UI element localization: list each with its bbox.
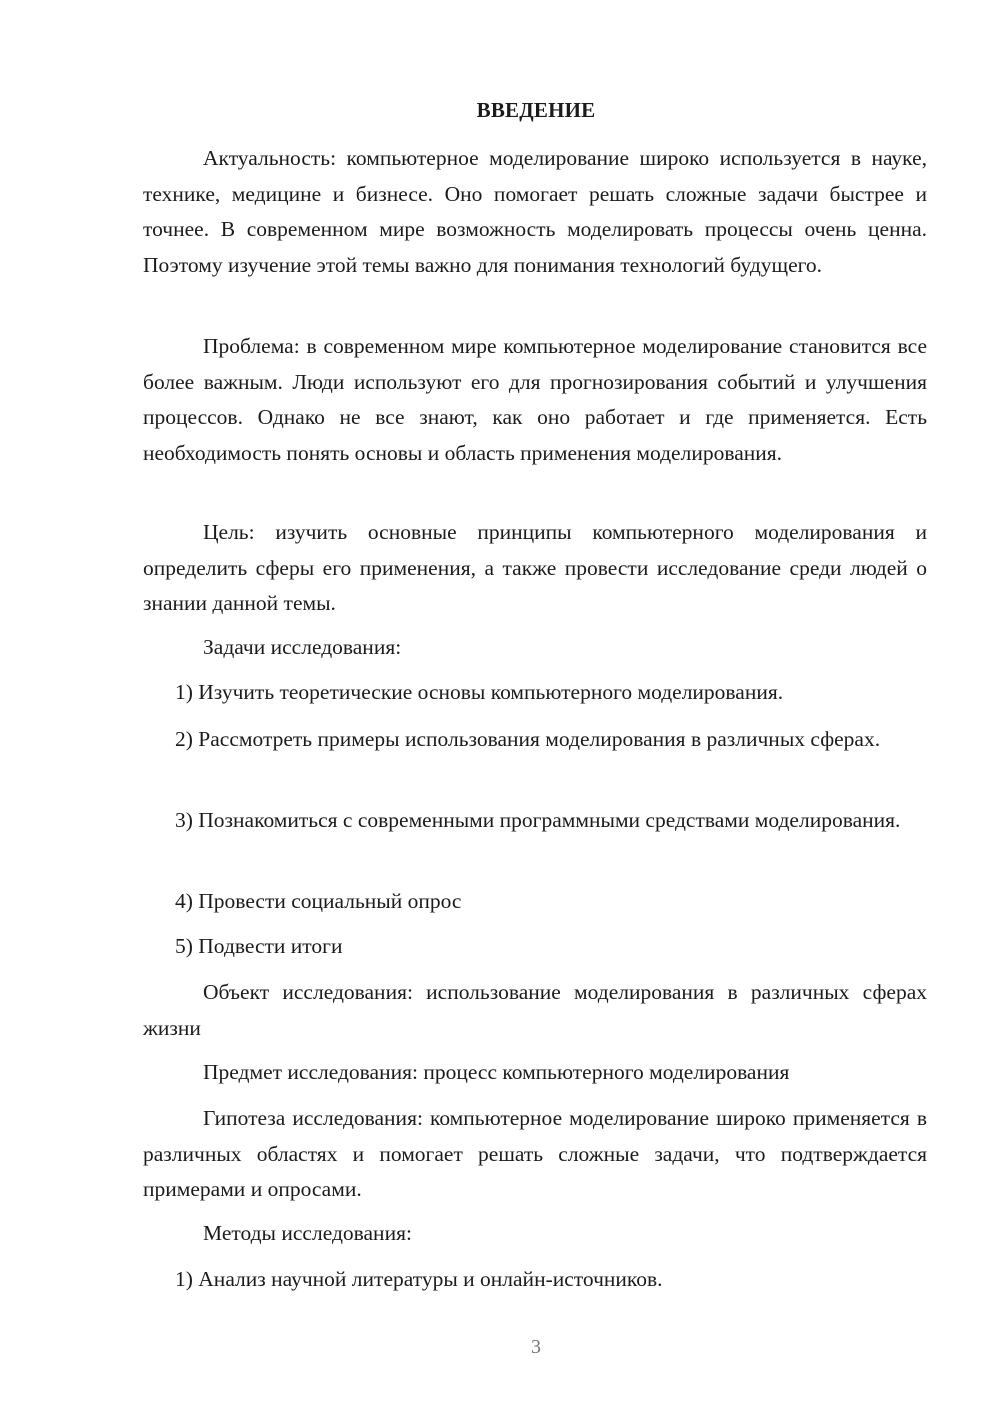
task-item: 3) Познакомиться с современными программными средствами моделирования.: [175, 808, 901, 832]
relevance-paragraph-block: [143, 141, 927, 283]
page-number: 3: [531, 1336, 541, 1358]
hypothesis-paragraph-block: [143, 1101, 927, 1208]
task-item: 4) Провести социальный опрос: [175, 889, 462, 913]
problem-paragraph-block: [143, 329, 927, 471]
task-item: 1) Изучить теоретические основы компьютерного моделирования.: [175, 680, 784, 704]
tasks-heading: Задачи исследования:: [203, 635, 402, 659]
object-paragraph: Объект исследования: использование моделирования в различных сферах жизни: [143, 980, 927, 1040]
method-item: 1) Анализ научной литературы и онлайн-источников.: [175, 1267, 663, 1291]
task-item-1-block: [143, 675, 927, 711]
task-item-2-block: [143, 722, 927, 758]
object-paragraph-block: [143, 975, 927, 1046]
goal-paragraph-block: [143, 515, 927, 622]
subject-paragraph-block: [143, 1055, 927, 1091]
methods-heading: Методы исследования:: [203, 1221, 412, 1245]
relevance-paragraph: Актуальность: компьютерное моделирование широко используется в науке, технике, медицине и бизнесе. Оно помогает решать сложные задачи быстрее и точнее. В современном мире возможность моделировать процессы очень ценна. Поэтому изучение этой темы важно для понимания технологий будущего.: [143, 146, 927, 277]
methods-heading-block: [143, 1216, 927, 1252]
page-title: ВВЕДЕНИЕ: [476, 98, 596, 122]
task-item-3-block: [143, 803, 927, 839]
task-item: 5) Подвести итоги: [175, 934, 343, 958]
hypothesis-paragraph: Гипотеза исследования: компьютерное моделирование широко применяется в различных областях и помогает решать сложные задачи, что подтверждается примерами и опросами.: [143, 1106, 927, 1201]
problem-paragraph: Проблема: в современном мире компьютерное моделирование становится все более важным. Люди используют его для прогнозирования событий и улучшения процессов. Однако не все знают, как оно работает и где применяется. Есть необходимость понять основы и область применения моделирования.: [143, 334, 927, 465]
task-item-5-block: [143, 929, 927, 965]
task-item: 2) Рассмотреть примеры использования моделирования в различных сферах.: [175, 727, 881, 751]
task-item-4-block: [143, 884, 927, 920]
tasks-heading-block: [143, 630, 927, 666]
goal-paragraph: Цель: изучить основные принципы компьютерного моделирования и определить сферы его применения, а также провести исследование среди людей о знании данной темы.: [143, 520, 927, 615]
subject-paragraph: Предмет исследования: процесс компьютерного моделирования: [203, 1060, 790, 1084]
method-item-1-block: [143, 1262, 927, 1298]
